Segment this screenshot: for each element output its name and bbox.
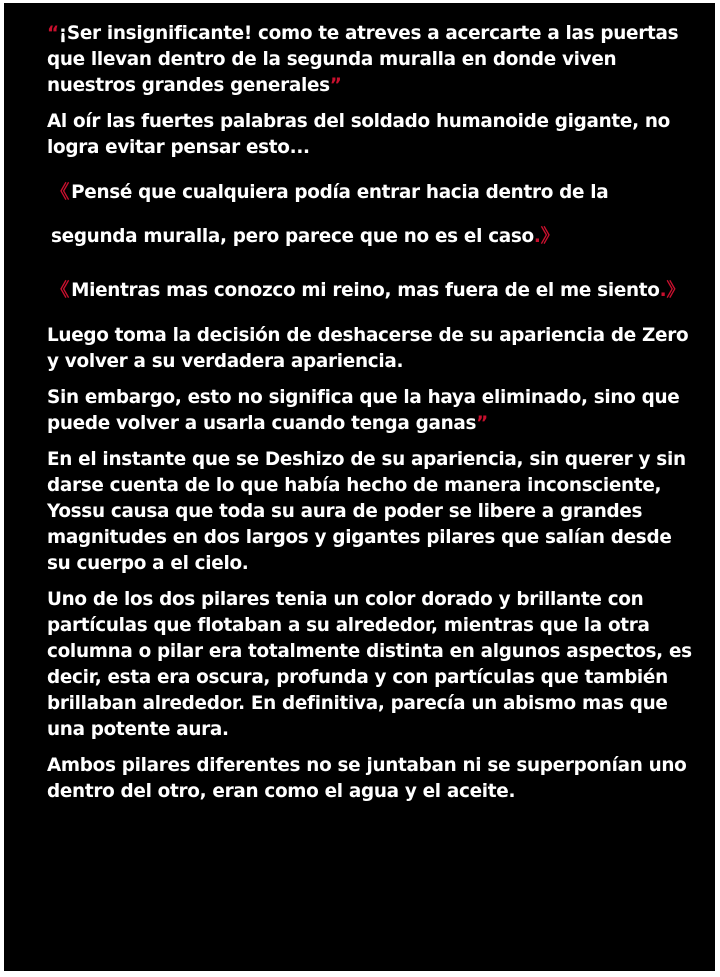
thought-close-bracket: 》 <box>540 226 559 247</box>
narration-text: Sin embargo, esto no significa que la haya eliminado, sino que puede volver a usarla cuando tenga ganas <box>47 387 680 434</box>
thought-open-bracket: 《 <box>51 182 70 203</box>
inner-thought-2 <box>51 269 693 313</box>
thought-period: . <box>659 280 667 301</box>
story-page <box>4 3 715 971</box>
thought-text: Mientras mas conozco mi reino, mas fuera de el me siento <box>71 280 660 301</box>
inner-thought-1 <box>51 171 693 259</box>
narration-paragraph: Uno de los dos pilares tenia un color dorado y brillante con partículas que flotaban a su alrededor, mientras que la otra columna o pilar era totalmente distinta en algunos aspectos, es decir, esta era oscura, profunda y con partículas que también brillaban alrededor. En definitiva, parecía un abismo mas que una potente aura. <box>47 589 692 740</box>
thought-open-bracket: 《 <box>51 280 70 301</box>
narration-paragraph: Luego toma la decisión de deshacerse de su apariencia de Zero y volver a su verdadera apariencia. <box>47 325 689 372</box>
thought-close-bracket: 》 <box>666 280 685 301</box>
dialogue-text: ¡Ser insignificante! como te atreves a acercarte a las puertas que llevan dentro de la segunda muralla en donde viven nuestros grandes generales <box>47 23 679 96</box>
thought-period: . <box>533 226 541 247</box>
open-quote: “ <box>47 23 59 44</box>
close-quote: ” <box>476 413 488 434</box>
close-quote: ” <box>329 75 342 96</box>
narration-paragraph <box>47 385 693 437</box>
thought-text: Pensé que cualquiera podía entrar hacia dentro de la segunda muralla, pero parece que no es el caso <box>51 182 609 247</box>
narration-paragraph: Al oír las fuertes palabras del soldado humanoide gigante, no logra evitar pensar esto... <box>47 111 670 158</box>
narration-paragraph: Ambos pilares diferentes no se juntaban ni se superponían uno dentro del otro, eran como el agua y el aceite. <box>47 755 687 802</box>
narration-paragraph: En el instante que se Deshizo de su apariencia, sin querer y sin darse cuenta de lo que había hecho de manera inconsciente, Yossu causa que toda su aura de poder se libere a grandes magnitudes en dos largos y gigantes pilares que salían desde su cuerpo a el cielo. <box>47 449 686 574</box>
dialogue-soldier <box>47 21 693 99</box>
